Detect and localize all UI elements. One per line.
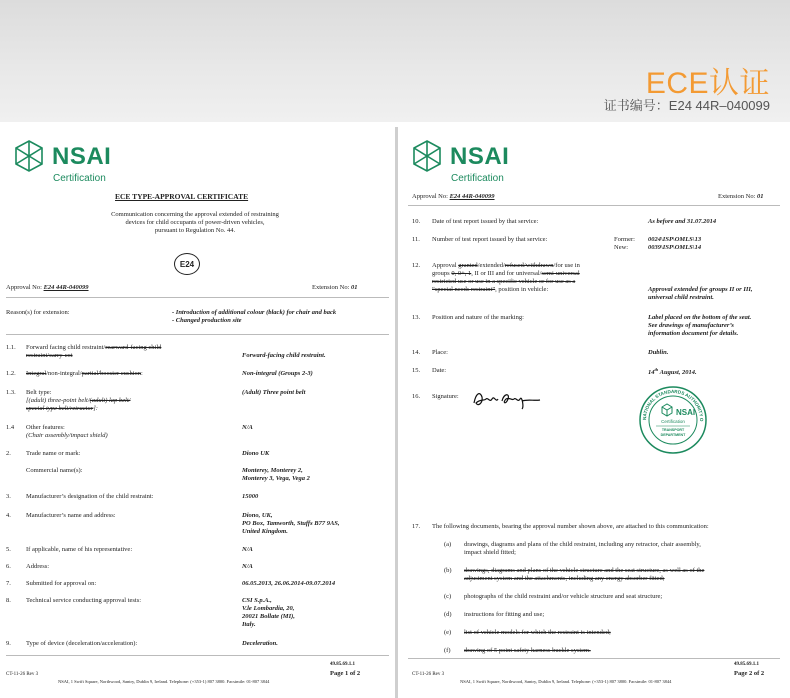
page-title: ECE TYPE-APPROVAL CERTIFICATE	[115, 192, 249, 201]
item-value: As before and 31.07.2014	[648, 218, 717, 225]
stamp-dept-2: DEPARTMENT	[660, 433, 686, 437]
struck-text: “special needs restraint”	[432, 286, 496, 293]
date-day: 14	[648, 369, 655, 377]
extension-label: Extension No:	[718, 193, 756, 200]
doc-letter: (c)	[444, 593, 452, 600]
approval-label: Approval No:	[6, 284, 42, 291]
stamp-center: NSAI	[676, 408, 696, 417]
approval-number	[6, 284, 89, 292]
item-value: Monterey 3, Vega, Vega 2	[242, 475, 310, 482]
doc-item: instructions for fitting and use;	[464, 611, 545, 618]
former-value: 0024\ISP\OMLS\13	[648, 236, 702, 243]
footer-page: Page 2 of 2	[734, 670, 765, 677]
reason-2: - Changed production site	[172, 317, 242, 324]
extension-number	[718, 193, 764, 201]
banner-title: ECE认证	[645, 67, 770, 100]
logo-subtitle: Certification	[451, 173, 504, 184]
item-value: 15000	[242, 493, 259, 500]
item-number: 15.	[412, 367, 421, 374]
label-part: Forward facing child restraint/	[26, 344, 106, 351]
item-number: 8.	[6, 597, 11, 604]
nsai-emblem-icon	[410, 139, 444, 173]
label-part: :	[141, 370, 143, 377]
label-part: [(adult) three-point belt/	[26, 397, 90, 404]
certificate-page-2	[398, 127, 790, 698]
item-number: 6.	[6, 563, 11, 570]
label-part: , II or III and for universal/	[471, 270, 542, 277]
item-label: Place:	[432, 349, 448, 356]
item-value: PO Box, Tamworth, Stuffs B77 9AS,	[242, 520, 340, 527]
approval-number	[412, 193, 495, 201]
e24-mark: E24	[174, 253, 200, 275]
item-sublabel: (Chair assembly/impact shield)	[26, 432, 108, 439]
footer-address: NSAI, 1 Swift Square, Northwood, Santry, Dublin 9, Ireland. Telephone: (+353-1) 807 3800. Facsimile: 01-807 3844	[58, 679, 270, 684]
item-number: 11.	[412, 236, 420, 243]
nsai-official-stamp-icon	[638, 385, 708, 455]
doc-item: impact shield fitted;	[464, 549, 516, 556]
logo-name: NSAI	[450, 143, 510, 170]
item-value: 20021 Bollate (MI),	[242, 613, 295, 620]
item-value: See drawings of manufacturer’s	[648, 322, 734, 329]
item-label: Trade name or mark:	[26, 450, 81, 457]
label-part: /for use in	[553, 262, 580, 269]
item-label: If applicable, name of his representative:	[26, 546, 133, 553]
struck-text: Integral	[26, 370, 47, 377]
former-label: Former:	[614, 236, 635, 243]
reason-label: Reason(s) for extension:	[6, 309, 70, 316]
label-part: , position in vehicle:	[495, 286, 549, 293]
certificate-page-1	[0, 127, 395, 698]
item-value: Label placed on the bottom of the seat.	[648, 314, 752, 321]
item-label: Submitted for approval on:	[26, 580, 97, 587]
certificate-number: 证书编号：E24 44R–040099	[603, 98, 770, 113]
item-label: Manufacturer’s designation of the child restraint:	[26, 493, 154, 500]
item-value: Approval extended for groups II or III,	[648, 286, 753, 293]
doc-item-struck: drawing of 5 point safety harness buckle system.	[464, 647, 591, 654]
struck-text: special type belt/retractor	[26, 405, 94, 412]
approval-value: E24 44R-040099	[449, 193, 495, 200]
label-part: /non-integral/	[46, 370, 82, 377]
item-value: V.le Lombardia, 20,	[242, 605, 295, 612]
item-label	[26, 397, 130, 405]
item-value: Deceleration.	[242, 640, 278, 647]
nsai-logo	[12, 137, 122, 187]
item-number: 1.1.	[6, 344, 16, 351]
item-number: 3.	[6, 493, 11, 500]
extension-value: 01	[757, 193, 764, 200]
doc-letter: (a)	[444, 541, 452, 548]
item-value: Italy.	[242, 621, 256, 628]
struck-text: granted	[458, 262, 478, 269]
struck-text: rearward-facing child	[105, 344, 162, 351]
item-number: 13.	[412, 314, 421, 321]
item-value: United Kingdom.	[242, 528, 288, 535]
item-number: 5.	[6, 546, 11, 553]
item-value: N/A	[242, 546, 253, 553]
item-number: 4.	[6, 512, 11, 519]
item-label	[26, 405, 98, 413]
extension-value: 01	[351, 284, 358, 291]
item-label: Belt type:	[26, 389, 52, 396]
doc-item: photographs of the child restraint and/or vehicle structure and seat structure;	[464, 593, 663, 600]
struck-text: restraint/carry-cot	[26, 352, 73, 359]
item-number: 17.	[412, 523, 421, 530]
item-number: 7.	[6, 580, 11, 587]
label-part: groups	[432, 270, 450, 277]
item-value: 06.05.2013, 26.06.2014-09.07.2014	[242, 580, 336, 587]
item-value: Diono UK	[242, 450, 270, 457]
item-value	[648, 367, 697, 377]
doc-letter: (d)	[444, 611, 452, 618]
item-value: Forward-facing child restraint.	[242, 352, 326, 359]
item-label: Technical service conducting approval tests:	[26, 597, 142, 604]
footer-form-code: CT-11-26 Rev 3	[6, 672, 39, 677]
banner	[0, 0, 790, 122]
doc-item-struck: list of vehicle models for which the restraint is intended;	[464, 629, 611, 636]
item-value: Monterey, Monterey 2,	[242, 467, 303, 474]
item-number: 1.3.	[6, 389, 16, 396]
extension-label: Extension No:	[312, 284, 350, 291]
extension-number	[312, 284, 358, 292]
footer-code: 49.85.69.1.1	[330, 662, 355, 667]
item-value: (Adult) Three point belt	[242, 389, 306, 396]
item-number: 12.	[412, 262, 421, 269]
item-label: Date:	[432, 367, 447, 374]
struck-text: refused/withdrawn	[504, 262, 554, 269]
struck-text: semi-universal	[541, 270, 580, 277]
intro-line-2: devices for child occupants of power-driven vehicles,	[125, 219, 265, 226]
new-value: 0039\ISP\OMLS\14	[648, 244, 702, 251]
item-label: Manufacturer’s name and address:	[26, 512, 116, 519]
divider	[408, 205, 780, 206]
item-value: N/A	[242, 424, 253, 431]
date-suffix: th	[654, 367, 659, 372]
struck-text: 0, 0+, 1	[451, 270, 472, 277]
divider	[6, 334, 389, 335]
doc-item-struck: adjustment system and the attachments, including any energy absorber fitted;	[464, 575, 665, 582]
struck-text: partial/booster cushion	[81, 370, 141, 377]
label-part: ]:	[93, 405, 98, 412]
item-value: Dublin.	[648, 349, 669, 356]
item-number: 10.	[412, 218, 421, 225]
item-label	[432, 270, 580, 278]
footer-code: 49.85.69.1.1	[734, 662, 759, 667]
label-part: Approval	[432, 262, 457, 269]
approval-label: Approval No:	[412, 193, 448, 200]
item-label: The following documents, bearing the approval number shown above, are attached to this communication:	[432, 523, 709, 530]
stamp-dept-1: TRANSPORT	[661, 428, 685, 432]
item-number: 14.	[412, 349, 421, 356]
item-value: Non-integral (Groups 2-3)	[242, 370, 313, 377]
item-label: Date of test report issued by that service:	[432, 218, 539, 225]
stamp-sub: Certification	[661, 419, 685, 424]
doc-item-struck: drawings, diagrams and plans of the vehicle structure and the seat structure, as well as of the	[464, 567, 705, 574]
item-label	[26, 370, 143, 378]
item-label: Number of test report issued by that service:	[432, 236, 548, 243]
item-value: CSI S.p.A.,	[242, 597, 272, 604]
reason-1: - Introduction of additional colour (black) for chair and back	[172, 309, 337, 316]
approval-value: E24 44R-040099	[43, 284, 89, 291]
footer-form-code: CT-11-26 Rev 3	[412, 672, 445, 677]
divider	[6, 655, 389, 656]
item-label	[432, 286, 548, 294]
item-number: 9.	[6, 640, 11, 647]
struck-text: restricted use or use in a specific vehicle or for use as a	[432, 278, 576, 285]
item-value: N/A	[242, 563, 253, 570]
intro-line-3: pursuant to Regulation No. 44.	[154, 227, 236, 234]
item-value: universal child restraint.	[648, 294, 714, 301]
item-label: Type of device (deceleration/acceleration):	[26, 640, 138, 647]
nsai-logo	[410, 137, 520, 187]
signature-icon	[470, 389, 542, 411]
item-number: 2.	[6, 450, 11, 457]
item-label	[26, 344, 161, 352]
footer-page: Page 1 of 2	[330, 670, 361, 677]
item-number: 1.4	[6, 424, 15, 431]
logo-subtitle: Certification	[53, 173, 106, 184]
item-value: Diono, UK,	[242, 512, 273, 519]
intro-line-1: Communication concerning the approval extended of restraining	[111, 211, 279, 218]
doc-letter: (b)	[444, 567, 452, 574]
doc-letter: (e)	[444, 629, 452, 636]
item-value: information document for details.	[648, 330, 739, 337]
footer-address: NSAI, 1 Swift Square, Northwood, Santry, Dublin 9, Ireland. Telephone: (+353-1) 807 3800. Facsimile: 01-807 3844	[460, 679, 672, 684]
item-number: 16.	[412, 393, 421, 400]
item-label: Position and nature of the marking:	[432, 314, 524, 321]
date-rest: August, 2014.	[658, 369, 697, 377]
divider	[408, 658, 780, 659]
item-label: Signature:	[432, 393, 459, 400]
item-label: Other features:	[26, 424, 65, 431]
item-number: 1.2.	[6, 370, 16, 377]
item-label: Address:	[26, 563, 50, 570]
item-label	[432, 262, 580, 270]
new-label: New:	[614, 244, 629, 251]
stamp-ring-text: NATIONAL STANDARDS AUTHORITY O	[641, 388, 705, 422]
struck-text: (adult) lap belt/	[89, 397, 131, 404]
logo-name: NSAI	[52, 143, 112, 170]
label-part: /extended/	[477, 262, 505, 269]
doc-item: drawings, diagrams and plans of the child restraint, including any retractor, chair assembly,	[464, 541, 701, 548]
item-label: Commercial name(s):	[26, 467, 83, 474]
doc-letter: (f)	[444, 647, 451, 654]
divider	[6, 297, 389, 298]
nsai-emblem-icon	[12, 139, 46, 173]
